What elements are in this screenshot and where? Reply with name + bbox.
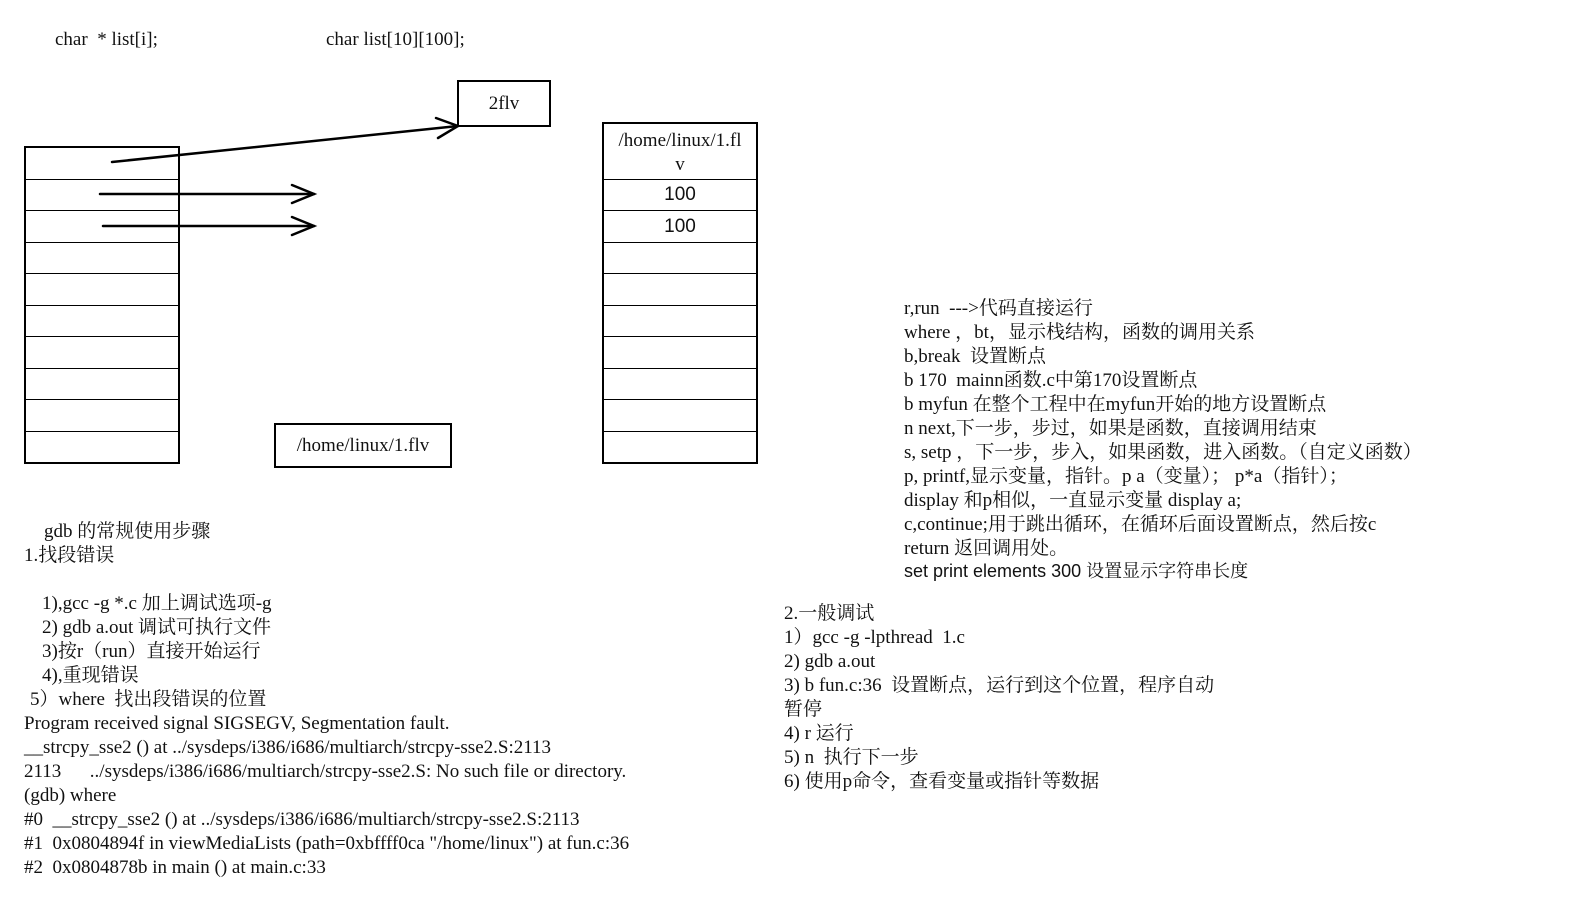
char-2d-array-cell: 100	[604, 211, 756, 242]
gdb-usage-step: 3)按r（run）直接开始运行	[42, 641, 261, 662]
gdb-output-line: (gdb) where	[24, 785, 117, 806]
general-debug-step: 1）gcc -g -lpthread 1.c	[784, 627, 965, 648]
gdb-command-line: n next,下一步，步过，如果是函数，直接调用结束	[904, 418, 1317, 439]
gdb-command-line: display 和p相似，一直显示变量 display a;	[904, 490, 1242, 511]
string-box-path-label: /home/linux/1.flv	[296, 434, 430, 456]
char-2d-array-header-line1: /home/linux/1.fl	[618, 130, 742, 151]
general-debug-step: 2) gdb a.out	[784, 651, 876, 672]
arrow-to-2flv	[112, 126, 458, 162]
gdb-command-line: b 170 mainn函数.c中第170设置断点	[904, 370, 1198, 391]
gdb-command-line: p, printf,显示变量，指针。p a（变量）； p*a（指针）；	[904, 466, 1348, 487]
gdb-output-line: __strcpy_sse2 () at ../sysdeps/i386/i686/multiarch/strcpy-sse2.S:2113	[24, 737, 552, 758]
two-dim-array-declaration: char list[10][100];	[326, 29, 465, 50]
gdb-output-line: #2 0x0804878b in main () at main.c:33	[24, 857, 326, 878]
gdb-command-line: where ，bt，显示栈结构，函数的调用关系	[904, 322, 1255, 343]
gdb-command-line: b,break 设置断点	[904, 346, 1046, 367]
gdb-output-line: Program received signal SIGSEGV, Segmentation fault.	[24, 713, 450, 734]
string-box-2flv-label: 2flv	[488, 92, 520, 114]
general-debug-step: 暂停	[784, 699, 823, 720]
gdb-output-line: 2113 ../sysdeps/i386/i686/multiarch/strcpy-sse2.S: No such file or directory.	[24, 761, 627, 782]
gdb-usage-title: gdb 的常规使用步骤	[44, 521, 211, 542]
general-debug-step: 5) n 执行下一步	[784, 747, 919, 768]
pointer-array-declaration: char * list[i];	[55, 29, 158, 50]
general-debug	[784, 602, 1214, 794]
char-2d-array-cell: 100	[604, 180, 756, 211]
set-print-line: set print elements 300 设置显示字符串长度	[904, 561, 1249, 581]
general-debug-step: 6) 使用p命令，查看变量或指针等数据	[784, 771, 1100, 792]
gdb-usage-step: 1),gcc -g *.c 加上调试选项-g	[42, 593, 272, 614]
gdb-output-line: #0 __strcpy_sse2 () at ../sysdeps/i386/i686/multiarch/strcpy-sse2.S:2113	[24, 809, 580, 830]
gdb-usage-step: 4),重现错误	[42, 665, 139, 686]
gdb-command-line: c,continue;用于跳出循环，在循环后面设置断点，然后按c	[904, 514, 1377, 535]
gdb-usage-steps	[30, 592, 278, 712]
general-debug-title: 2.一般调试	[784, 603, 875, 624]
gdb-usage-step: 5）where 找出段错误的位置	[30, 689, 267, 710]
general-debug-step: 4) r 运行	[784, 723, 854, 744]
gdb-output-line: #1 0x0804894f in viewMediaLists (path=0xbffff0ca "/home/linux") at fun.c:36	[24, 833, 630, 854]
gdb-command-line: b myfun 在整个工程中在myfun开始的地方设置断点	[904, 394, 1327, 415]
char-2d-array-header-line2: v	[675, 154, 685, 175]
general-debug-step: 3) b fun.c:36 设置断点，运行到这个位置，程序自动	[784, 675, 1215, 696]
gdb-usage-step: 2) gdb a.out 调试可执行文件	[42, 617, 272, 638]
gdb-usage-section: 1.找段错误	[24, 545, 115, 566]
gdb-commands	[904, 297, 1422, 581]
gdb-command-line: r,run --->代码直接运行	[904, 298, 1093, 319]
gdb-output	[24, 712, 629, 880]
gdb-command-line: s, setp ，下一步，步入，如果函数，进入函数。（自定义函数）	[904, 442, 1422, 463]
gdb-command-line: return 返回调用处。	[904, 538, 1069, 559]
